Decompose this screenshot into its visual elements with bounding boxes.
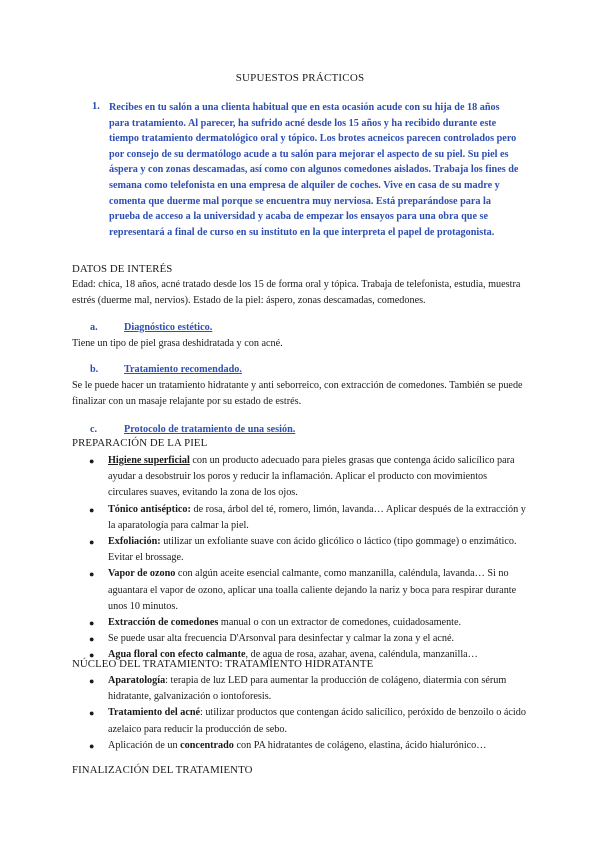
item-text: , de agua de rosa, azahar, avena, caléndula, manzanilla… [245,649,478,661]
list-item [72,453,528,502]
list-item [72,534,528,566]
section-b-title: Tratamiento recomendado. [124,364,242,375]
item-text: con algún aceite esencial calmante, como manzanilla, caléndula, lavanda… Si no aguantara el vapor de ozono, aplicar una toalla caliente dejando la nariz y boca para respirar durante unos 10 minutos. [108,568,517,612]
datos-text: Edad: chica, 18 años, acné tratado desde los 15 de forma oral y tópica. Trabaja de telefonista, estudia, muestra estrés (duerme mal, nervios). Estado de la piel: áspero, zonas descamadas, comedones. [72,279,521,307]
section-c-letter: c. [90,424,98,435]
item-bold: Tónico antiséptico: [108,503,191,515]
item-text: : terapia de luz LED para aumentar la producción de colágeno, diatermia con sérum hidratante, galvanización o iontoforesis. [108,675,507,703]
item-text: utilizar un exfoliante suave con ácido glicólico o láctico (tipo gommage) o enzimático. Evitar el brossage. [108,536,517,564]
item-bold: Exfoliación: [108,536,161,548]
list-item [72,566,528,615]
item-text: con PA hidratantes de colágeno, elastina, ácido hialurónico… [233,739,487,751]
bullet-icon: ● [89,537,95,548]
bullet-icon: ● [89,740,95,751]
question-text: Recibes en tu salón a una clienta habitual que en esta ocasión acude con su hija de 18 años para tratamiento. Al parecer, ha sufrido acné desde los 15 años y ha recibido durante este tiempo tratamiento dermatológico oral y tópico. Los brotes acneicos parecen controlados pero por consejo de su dermatólogo acude a tu salón para mejorar el aspecto de su piel. Su piel es áspera y con zonas descamadas, así como con algunos comedones aislados. Trabaja los fines de semana como telefonista en una empresa de alquiler de coches. Vive en casa de su madre y comenta que duerme mal porque se encuentra muy nerviosa. Está preparándose para la prueba de acceso a la universidad y acaba de empezar los ensayos para una obra que se representará a final de curso en su instituto en la que interpreta el papel de protagonista. [109,102,519,238]
page-title: SUPUESTOS PRÁCTICOS [235,72,365,84]
nucleo-heading: NÚCLEO DEL TRATAMIENTO: TRATAMIENTO HIDRATANTE [72,658,374,670]
bullet-icon: ● [89,569,95,580]
item-bold: Vapor de ozono [108,568,176,580]
nucleo-list [72,673,528,754]
item-pre: Aplicación de un [108,739,181,751]
datos-heading: DATOS DE INTERÉS [72,263,173,275]
section-a-heading [72,322,212,333]
item-text: manual o con un extractor de comedones, cuidadosamente. [218,617,462,629]
section-b-text: Se le puede hacer un tratamiento hidratante y anti seborreico, con extracción de comedones. También se puede finalizar con un masaje relajante por su estado de estrés. [72,380,523,408]
section-a-text: Tiene un tipo de piel grasa deshidratada y con acné. [72,338,283,349]
item-bold: concentrado [180,739,234,751]
section-a-letter: a. [90,322,98,333]
item-text: de rosa, árbol del té, romero, limón, lavanda… Aplicar después de la extracción y la aparatología para calmar la piel. [108,503,526,531]
item-bold: Aparatología [108,675,166,686]
section-b-heading [72,364,242,375]
list-item [72,705,528,737]
bullet-icon: ● [89,676,95,686]
bullet-icon: ● [89,504,95,515]
list-item [72,673,528,705]
list-item [72,502,528,534]
question-number: 1. [92,101,100,112]
list-item [72,615,528,631]
preparacion-list [72,453,528,664]
finalizacion-heading: FINALIZACIÓN DEL TRATAMIENTO [72,764,253,776]
item-text: Se puede usar alta frecuencia D'Arsonval para desinfectar y calmar la zona y el acné. [108,633,455,645]
bullet-icon: ● [89,708,95,719]
item-bold: Extracción de comedones [108,617,219,629]
list-item [72,738,528,754]
section-c-heading [72,424,295,435]
item-text: con un producto adecuado para pieles grasas que contenga ácido salicílico para ayudar a desobstruir los poros y reducir la inflamación. Aplicar el producto con movimientos circulares suaves, evitando la zona de los ojos. [108,455,515,499]
item-bold: Higiene superficial [108,455,190,466]
bullet-icon: ● [89,634,95,645]
item-text: : utilizar productos que contengan ácido salicílico, peróxido de benzoilo o ácido azelaico para reducir la producción de sebo. [108,707,526,735]
list-item [72,631,528,647]
section-b-letter: b. [90,364,99,375]
bullet-icon: ● [89,650,95,661]
preparacion-heading: PREPARACIÓN DE LA PIEL [72,437,208,449]
section-a-title: Diagnóstico estético. [124,322,213,333]
item-bold: Tratamiento del acné [108,707,201,719]
bullet-icon: ● [89,456,95,466]
item-bold: Agua floral con efecto calmante [108,649,246,661]
section-c-title: Protocolo de tratamiento de una sesión. [124,424,296,435]
bullet-icon: ● [89,618,95,629]
